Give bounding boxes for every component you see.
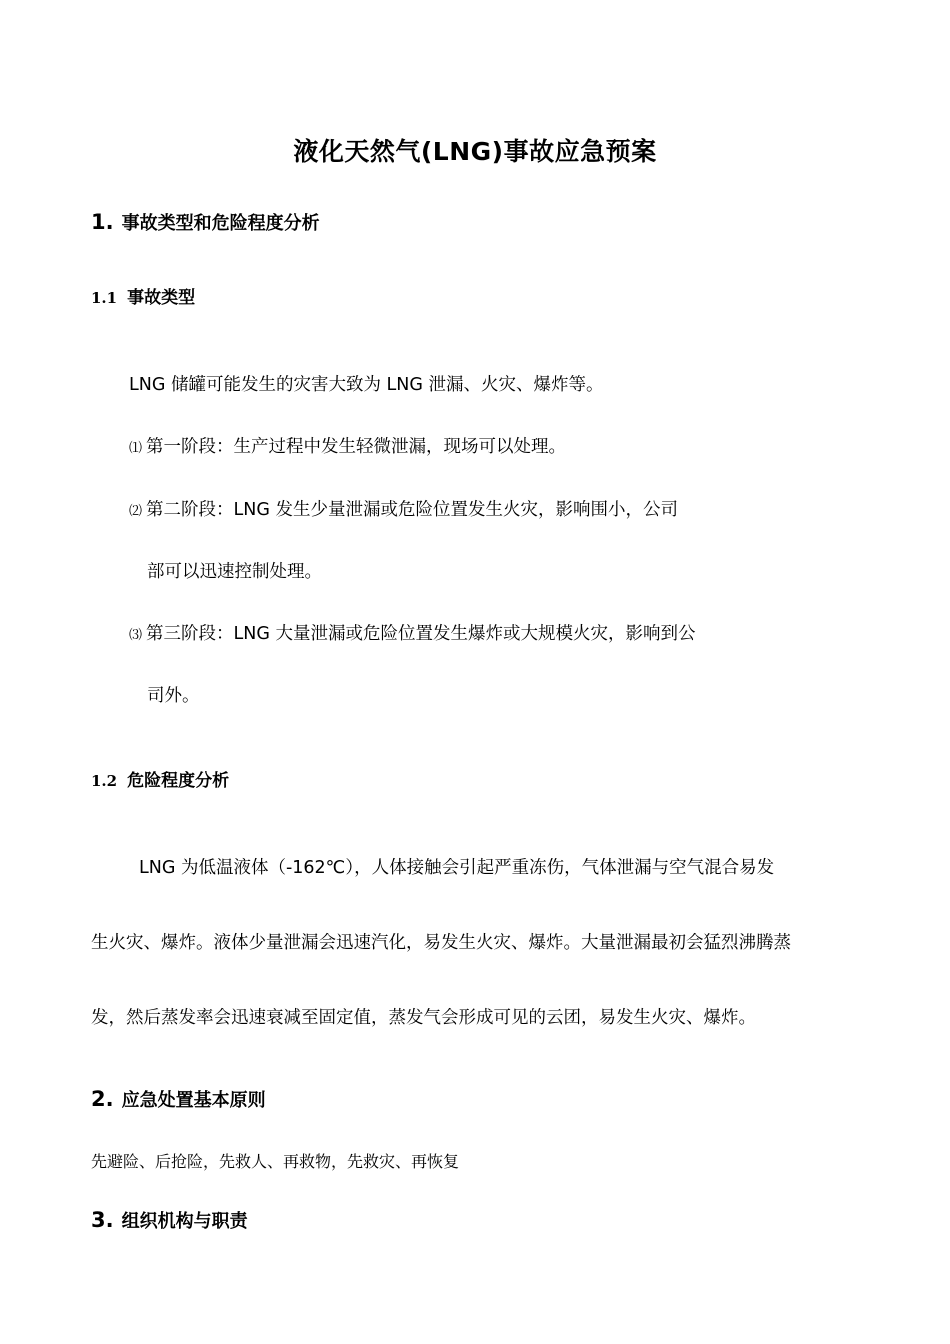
section-title: 应急处置基本原则 (121, 1090, 266, 1111)
stage-2-line (129, 496, 678, 521)
stage-3-continuation: 司外。 (147, 686, 200, 706)
stage-3-line (129, 620, 695, 645)
section-number: 1. (91, 210, 114, 234)
stage-text: 第三阶段：LNG 大量泄漏或危险位置发生爆炸或大规模火灾，影响到公 (146, 624, 696, 644)
section-2-heading (91, 1086, 266, 1112)
section-3-heading (91, 1207, 248, 1233)
hazard-paragraph-line-1: LNG 为低温液体（-162℃），人体接触会引起严重冻伤，气体泄漏与空气混合易发 (139, 858, 775, 878)
stage-marker: ⑴ (129, 441, 143, 456)
stage-1-line (129, 433, 566, 458)
stage-marker: ⑵ (129, 504, 143, 519)
stage-marker: ⑶ (129, 628, 143, 643)
subsection-1-2-heading (91, 766, 229, 791)
hazard-paragraph-line-2: 生火灾、爆炸。液体少量泄漏会迅速汽化，易发生火灾、爆炸。大量泄漏最初会猛烈沸腾蒸 (91, 933, 791, 953)
intro-paragraph: LNG 储罐可能发生的灾害大致为 LNG 泄漏、火灾、爆炸等。 (129, 375, 604, 395)
stage-text: 第二阶段：LNG 发生少量泄漏或危险位置发生火灾，影响围小，公司 (146, 500, 678, 520)
subsection-1-1-heading (91, 283, 195, 308)
subsection-number: 1.2 (91, 772, 118, 790)
section-number: 3. (91, 1208, 114, 1232)
subsection-title: 危险程度分析 (127, 771, 230, 791)
hazard-paragraph-line-3: 发，然后蒸发率会迅速衰减至固定值，蒸发气会形成可见的云团，易发生火灾、爆炸。 (91, 1008, 756, 1028)
section-1-heading (91, 209, 320, 235)
subsection-title: 事故类型 (127, 288, 196, 308)
document-title: 液化天然气(LNG)事故应急预案 (293, 137, 657, 166)
section-title: 组织机构与职责 (121, 1211, 248, 1232)
subsection-number: 1.1 (91, 289, 118, 307)
stage-2-continuation: 部可以迅速控制处理。 (147, 562, 322, 582)
section-number: 2. (91, 1087, 114, 1111)
principle-text: 先避险、后抢险，先救人、再救物，先救灾、再恢复 (91, 1152, 460, 1171)
stage-text: 第一阶段：生产过程中发生轻微泄漏，现场可以处理。 (146, 437, 567, 457)
section-title: 事故类型和危险程度分析 (121, 213, 320, 234)
